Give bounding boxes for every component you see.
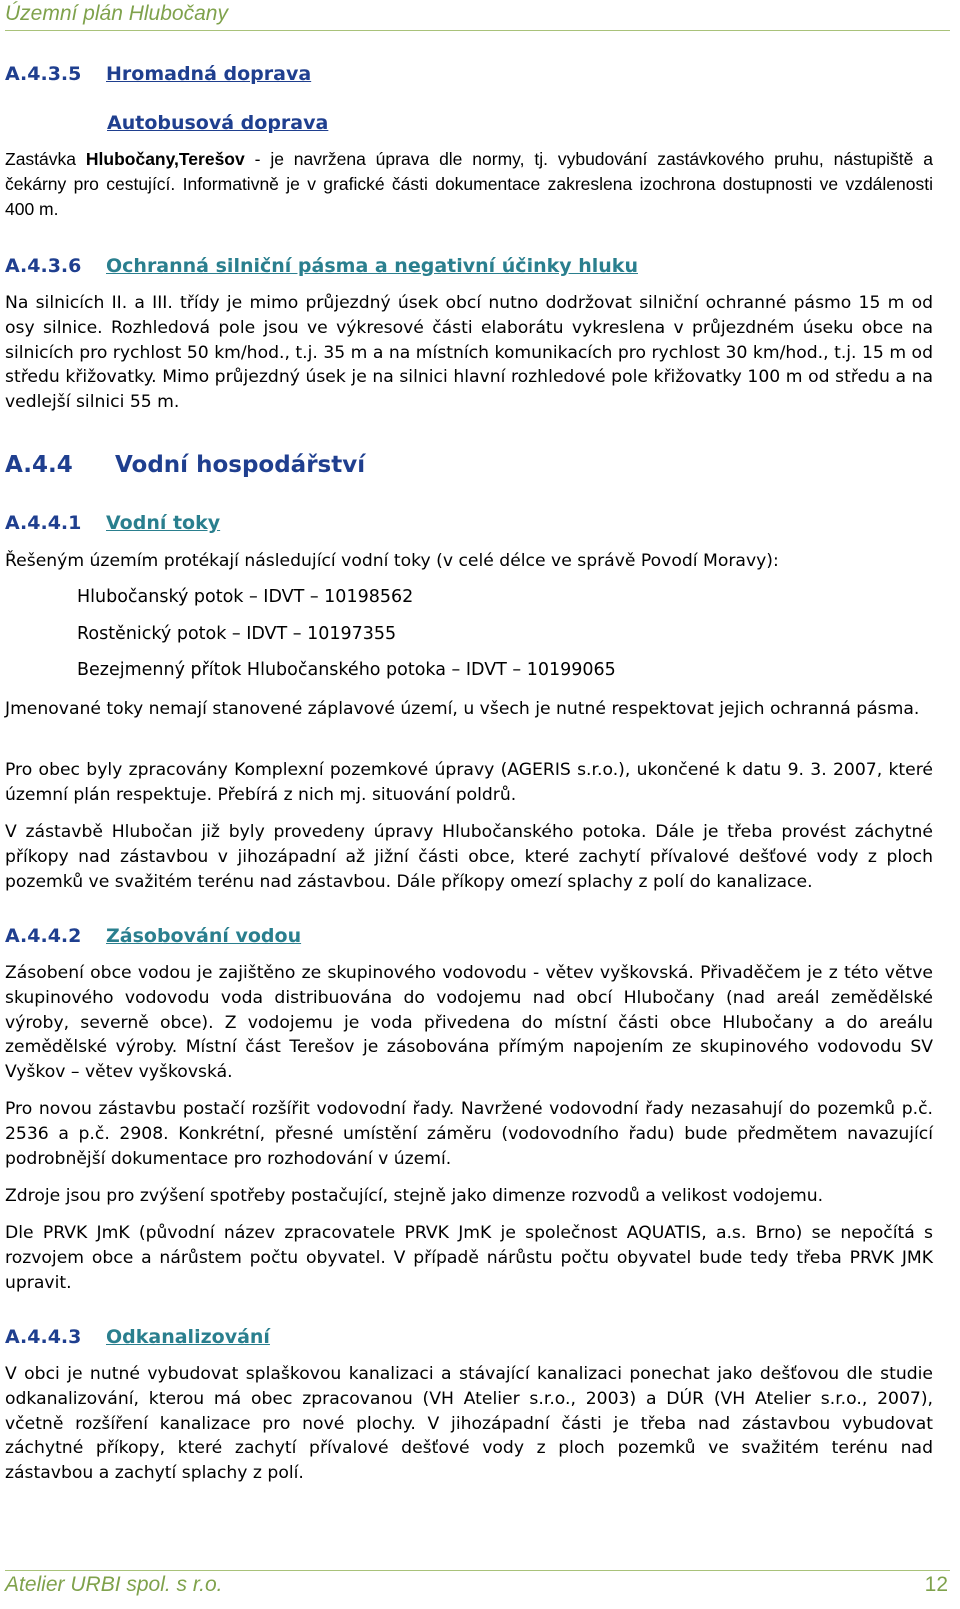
section-heading-a443 [5,1326,270,1348]
running-header: Územní plán Hlubočany [5,2,228,25]
water-paragraph-2: Pro novou zástavbu postačí rozšířit vodovodní řady. Navržené vodovodní řady nezasahují do pozemků p.č. 2536 a p.č. 2908. Konkrétní, přesné umístění záměru (vodovodního řadu) bude předmětem navazující podrobnější dokumentace pro rozhodování v území. [5,1099,933,1169]
section-title: Odkanalizování [106,1326,270,1348]
section-heading-a442 [5,925,301,947]
stream-item: Bezejmenný přítok Hlubočanského potoka – IDVT – 10199065 [77,660,616,680]
bus-stop-name: Hlubočany,Terešov [85,149,245,169]
streams-paragraph-3: V zástavbě Hlubočan již byly provedeny úpravy Hlubočanského potoka. Dále je třeba provést záchytné příkopy nad zástavbou v jihozápadní až jižní části obce, které zachytí přívalové dešťové vody z ploch pozemků ve svažitém terénu nad zástavbou. Dále příkopy omezí splachy z polí do kanalizace. [5,822,933,892]
section-title: Vodní toky [106,512,221,534]
section-title: Zásobování vodou [106,925,302,947]
section-heading-a44 [5,452,365,478]
streams-paragraph-1: Jmenované toky nemají stanovené záplavové území, u všech je nutné respektovat jejich ochranná pásma. [5,699,920,719]
section-number: A.4.3.5 [5,63,82,85]
stream-item: Rostěnický potok – IDVT – 10197355 [77,624,397,644]
page-number: 12 [924,1573,948,1596]
section-heading-a436 [5,255,638,277]
section-title: Hromadná doprava [106,63,312,85]
section-number: A.4.4.2 [5,925,82,947]
bus-subheading: Autobusová doprava [107,112,329,134]
bus-paragraph [5,147,933,221]
section-number: A.4.4.1 [5,512,82,534]
section-heading-a435 [5,63,311,85]
header-rule [5,30,950,31]
section-number: A.4.4.3 [5,1326,82,1348]
bus-para-rest: - je navržena úprava dle normy, tj. vybudování zastávkového pruhu, nástupiště a čekárny pro cestující. Informativně je v grafické části dokumentace zakreslena izochrona dostupnosti ve vzdálenosti 400 m. [5,149,933,219]
section-number: A.4.4 [5,452,73,478]
roads-paragraph: Na silnicích II. a III. třídy je mimo průjezdný úsek obcí nutno dodržovat silniční ochranné pásmo 15 m od osy silnice. Rozhledová pole jsou ve výkresové části elaborátu vykreslena v průjezdném úseku obce na silnicích pro rychlost 50 km/hod., t.j. 35 m a na místních komunikacích pro rychlost 30 km/hod., t.j. 15 m od středu křižovatky. Mimo průjezdný úsek je na silnici hlavní rozhledové pole křižovatky 100 m od středu a na vedlejší silnici 55 m. [5,293,933,413]
water-paragraph-1: Zásobení obce vodou je zajištěno ze skupinového vodovodu - větev vyškovská. Přivaděčem je z této větve skupinového vodovodu voda distribuována do vodojemu nad obcí Hlubočany (nad areál zemědělské výroby, severně obce). Z vodojemu je voda přivedena do místní části obce Hlubočany a do areálu zemědělské výroby. Místní část Terešov je zásobována přímým napojením ze skupinového vodovodu SV Vyškov – větev vyškovská. [5,963,933,1083]
stream-item: Hlubočanský potok – IDVT – 10198562 [77,587,414,607]
footer-rule [5,1570,950,1571]
section-title: Vodní hospodářství [115,452,366,478]
water-paragraph-4: Dle PRVK JmK (původní název zpracovatele PRVK JmK je společnost AQUATIS, a.s. Brno) se nepočítá s rozvojem obce a nárůstem počtu obyvatel. V případě nárůstu počtu obyvatel bude tedy třeba PRVK JMK upravit. [5,1223,933,1293]
bus-para-lead: Zastávka [5,149,86,169]
streams-intro: Řešeným územím protékají následující vodní toky (v celé délce ve správě Povodí Moravy): [5,551,779,571]
water-paragraph-3: Zdroje jsou pro zvýšení spotřeby postačující, stejně jako dimenze rozvodů a velikost vodojemu. [5,1186,824,1206]
running-footer: Atelier URBI spol. s r.o. [5,1573,223,1596]
section-heading-a441 [5,512,220,534]
sewer-paragraph-1: V obci je nutné vybudovat splaškovou kanalizaci a stávající kanalizaci ponechat jako dešťovou dle studie odkanalizování, kterou má obec zpracovanou (VH Atelier s.r.o., 2003) a DÚR (VH Atelier s.r.o., 2007), včetně rozšíření kanalizace pro nové plochy. V jihozápadní části je třeba nad zástavbou vybudovat záchytné příkopy, které zachytí přívalové dešťové vody z ploch pozemků ve svažitém terénu nad zástavbou a zachytí splachy z polí. [5,1364,933,1484]
section-title: Ochranná silniční pásma a negativní účinky hluku [106,255,638,277]
streams-paragraph-2: Pro obec byly zpracovány Komplexní pozemkové úpravy (AGERIS s.r.o.), ukončené k datu 9. 3. 2007, které územní plán respektuje. Přebírá z nich mj. situování poldrů. [5,760,933,805]
section-number: A.4.3.6 [5,255,82,277]
